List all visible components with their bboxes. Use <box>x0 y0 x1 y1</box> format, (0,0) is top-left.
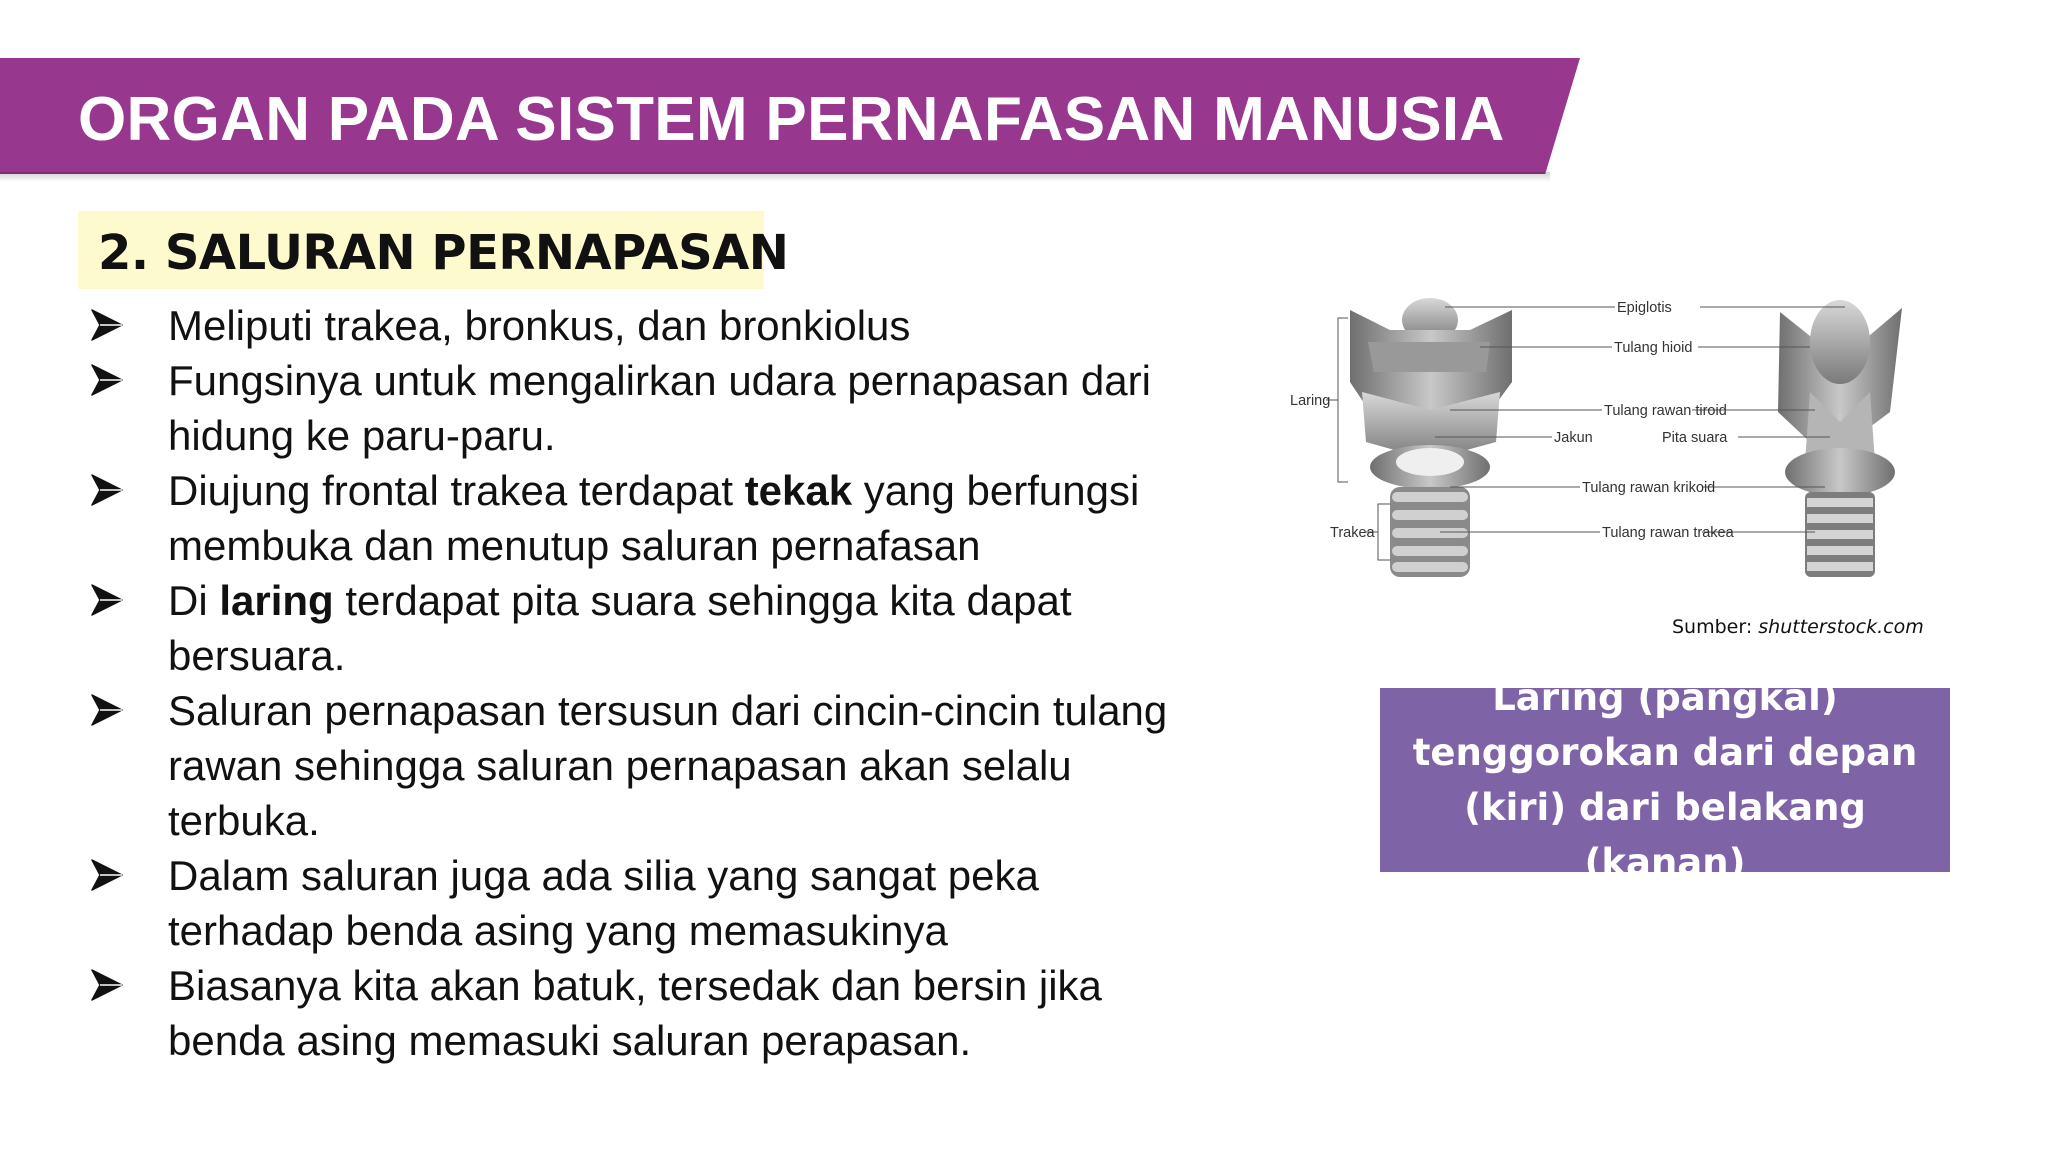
bullet-text: Biasanya kita akan batuk, tersedak dan bersin jika <box>168 962 1102 1009</box>
figure-caption <box>1380 676 1950 884</box>
bullet-text: terdapat pita suara sehingga kita dapat <box>333 577 1072 624</box>
bullet-text: rawan sehingga saluran pernapasan akan selalu <box>168 742 1072 789</box>
caption-line: tenggorokan dari depan <box>1412 731 1918 774</box>
section-heading-box <box>78 211 789 289</box>
larynx-illustration <box>1290 292 1990 582</box>
arrow-bullet-icon <box>90 573 126 628</box>
label-laring: Laring <box>1290 393 1331 409</box>
bullet-item <box>88 683 1268 848</box>
label-jakun: Jakun <box>1554 430 1593 446</box>
bullet-text: bersuara. <box>168 632 346 679</box>
caption-line: Laring (pangkal) <box>1492 676 1838 719</box>
slide-title: ORGAN PADA SISTEM PERNAFASAN MANUSIA <box>78 85 1505 154</box>
larynx-back-view <box>1778 300 1902 577</box>
bullet-text: hidung ke paru-paru. <box>168 412 556 459</box>
label-tulang-hioid: Tulang hioid <box>1614 340 1693 356</box>
bullet-text: yang berfungsi <box>852 467 1140 514</box>
bullet-item <box>88 353 1268 463</box>
arrow-bullet-icon <box>90 298 126 353</box>
bullet-text: Di <box>168 577 220 624</box>
bullet-text: Diujung frontal trakea terdapat <box>168 467 745 514</box>
bullet-item <box>88 298 1268 353</box>
arrow-bullet-icon <box>90 958 126 1013</box>
bullet-text: terbuka. <box>168 797 320 844</box>
arrow-bullet-icon <box>90 848 126 903</box>
arrow-bullet-icon <box>90 353 126 408</box>
bullet-text: Dalam saluran juga ada silia yang sangat peka <box>168 852 1039 899</box>
label-tulang-rawan-trakea: Tulang rawan trakea <box>1602 525 1734 541</box>
bullet-text: benda asing memasuki saluran perapasan. <box>168 1017 972 1064</box>
label-tulang-rawan-tiroid: Tulang rawan tiroid <box>1604 403 1727 419</box>
section-heading: 2. SALURAN PERNAPASAN <box>98 225 789 281</box>
label-epiglotis: Epiglotis <box>1617 300 1672 316</box>
image-source <box>1672 616 1924 638</box>
caption-line: (kiri) dari belakang (kanan) <box>1464 786 1866 884</box>
bullet-text: Saluran pernapasan tersusun dari cincin-cincin tulang <box>168 687 1168 734</box>
bullet-item <box>88 573 1268 683</box>
label-pita-suara: Pita suara <box>1662 430 1728 446</box>
label-tulang-rawan-krikoid: Tulang rawan krikoid <box>1582 480 1716 496</box>
bullet-text: terhadap benda asing yang memasukinya <box>168 907 948 954</box>
bullet-text: Meliputi trakea, bronkus, dan bronkiolus <box>168 302 911 349</box>
title-banner-shadow <box>0 172 1550 182</box>
bullet-item <box>88 463 1268 573</box>
source-site: shutterstock.com <box>1758 616 1924 638</box>
label-trakea: Trakea <box>1330 525 1375 541</box>
bullet-text: membuka dan menutup saluran pernafasan <box>168 522 981 569</box>
bullet-item <box>88 848 1268 958</box>
bullet-list <box>88 298 1268 1068</box>
bullet-item <box>88 958 1268 1068</box>
bullet-bold-term: laring <box>219 577 334 624</box>
bullet-text: Fungsinya untuk mengalirkan udara pernapasan dari <box>168 357 1151 404</box>
bullet-bold-term: tekak <box>744 467 853 514</box>
arrow-bullet-icon <box>90 463 126 518</box>
source-prefix: Sumber: <box>1672 616 1759 638</box>
arrow-bullet-icon <box>90 683 126 738</box>
